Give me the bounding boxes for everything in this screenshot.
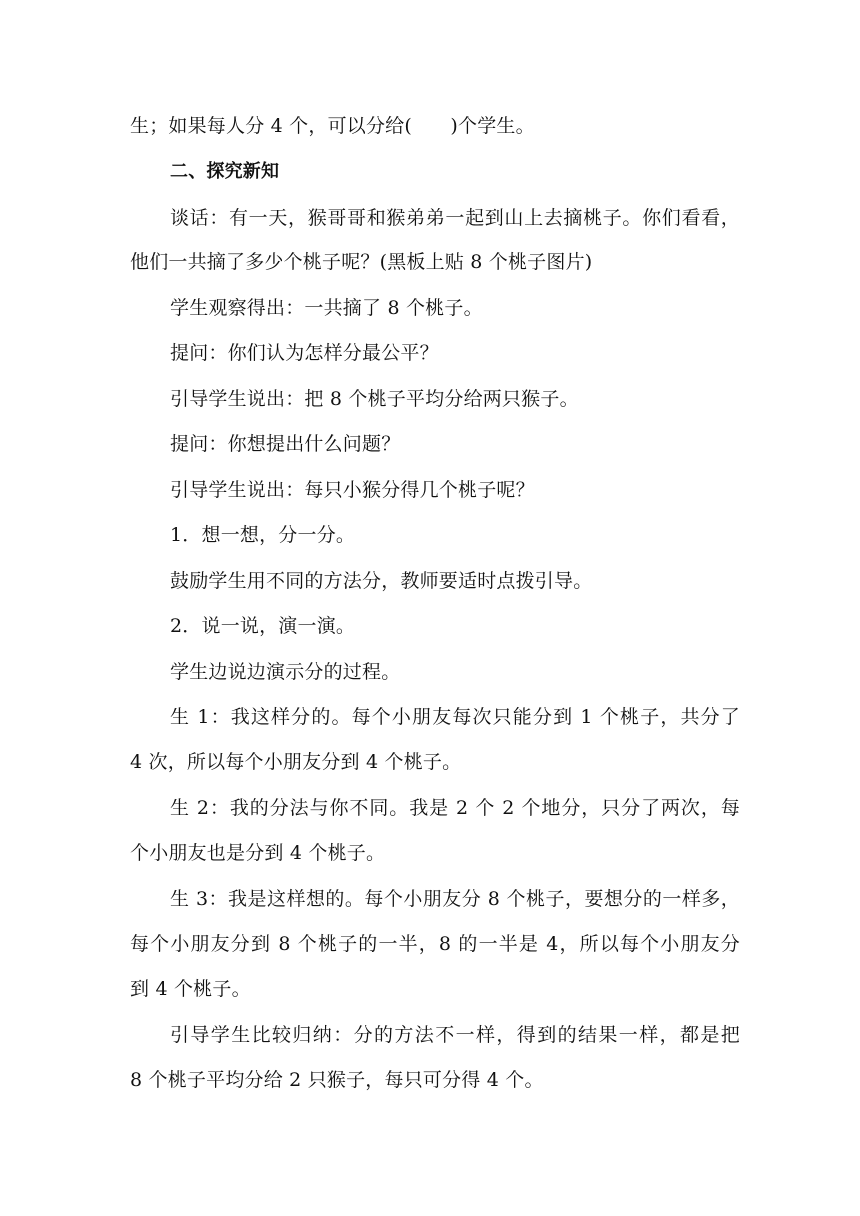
paragraph-line: 每个小朋友分到 8 个桃子的一半，8 的一半是 4，所以每个小朋友分 bbox=[130, 933, 740, 955]
paragraph-line: 8 个桃子平均分给 2 只猴子，每只可分得 4 个。 bbox=[130, 1069, 544, 1091]
paragraph-line: 他们一共摘了多少个桃子呢？(黑板上贴 8 个桃子图片) bbox=[130, 251, 593, 273]
paragraph-line: 提问：你们认为怎样分最公平？ bbox=[170, 342, 439, 364]
paragraph-line: 4 次，所以每个小朋友分到 4 个桃子。 bbox=[130, 751, 462, 773]
paragraph-line: 引导学生比较归纳：分的方法不一样，得到的结果一样，都是把 bbox=[170, 1024, 740, 1046]
section-heading: 二、探究新知 bbox=[170, 161, 280, 182]
paragraph-line: 引导学生说出：把 8 个桃子平均分给两只猴子。 bbox=[170, 388, 579, 410]
paragraph-line: 生 1：我这样分的。每个小朋友每次只能分到 1 个桃子，共分了 bbox=[170, 706, 740, 728]
paragraph-line: 到 4 个桃子。 bbox=[130, 978, 251, 1000]
paragraph-line: 引导学生说出：每只小猴分得几个桃子呢？ bbox=[170, 479, 535, 501]
paragraph-line: 学生边说边演示分的过程。 bbox=[170, 661, 401, 683]
list-item-heading: 1．想一想，分一分。 bbox=[170, 524, 356, 546]
paragraph-line: 提问：你想提出什么问题？ bbox=[170, 433, 401, 455]
paragraph-line: 生 3：我是这样想的。每个小朋友分 8 个桃子，要想分的一样多， bbox=[170, 888, 740, 910]
text-line-continuation: 生；如果每人分 4 个，可以分给( )个学生。 bbox=[130, 115, 535, 137]
paragraph-line: 生 2：我的分法与你不同。我是 2 个 2 个地分，只分了两次，每 bbox=[170, 797, 740, 819]
paragraph-line: 谈话：有一天，猴哥哥和猴弟弟一起到山上去摘桃子。你们看看， bbox=[170, 207, 740, 229]
paragraph-line: 学生观察得出：一共摘了 8 个桃子。 bbox=[170, 297, 483, 319]
paragraph-line: 鼓励学生用不同的方法分，教师要适时点拨引导。 bbox=[170, 570, 593, 592]
list-item-heading: 2．说一说，演一演。 bbox=[170, 615, 356, 637]
paragraph-line: 个小朋友也是分到 4 个桃子。 bbox=[130, 842, 386, 864]
